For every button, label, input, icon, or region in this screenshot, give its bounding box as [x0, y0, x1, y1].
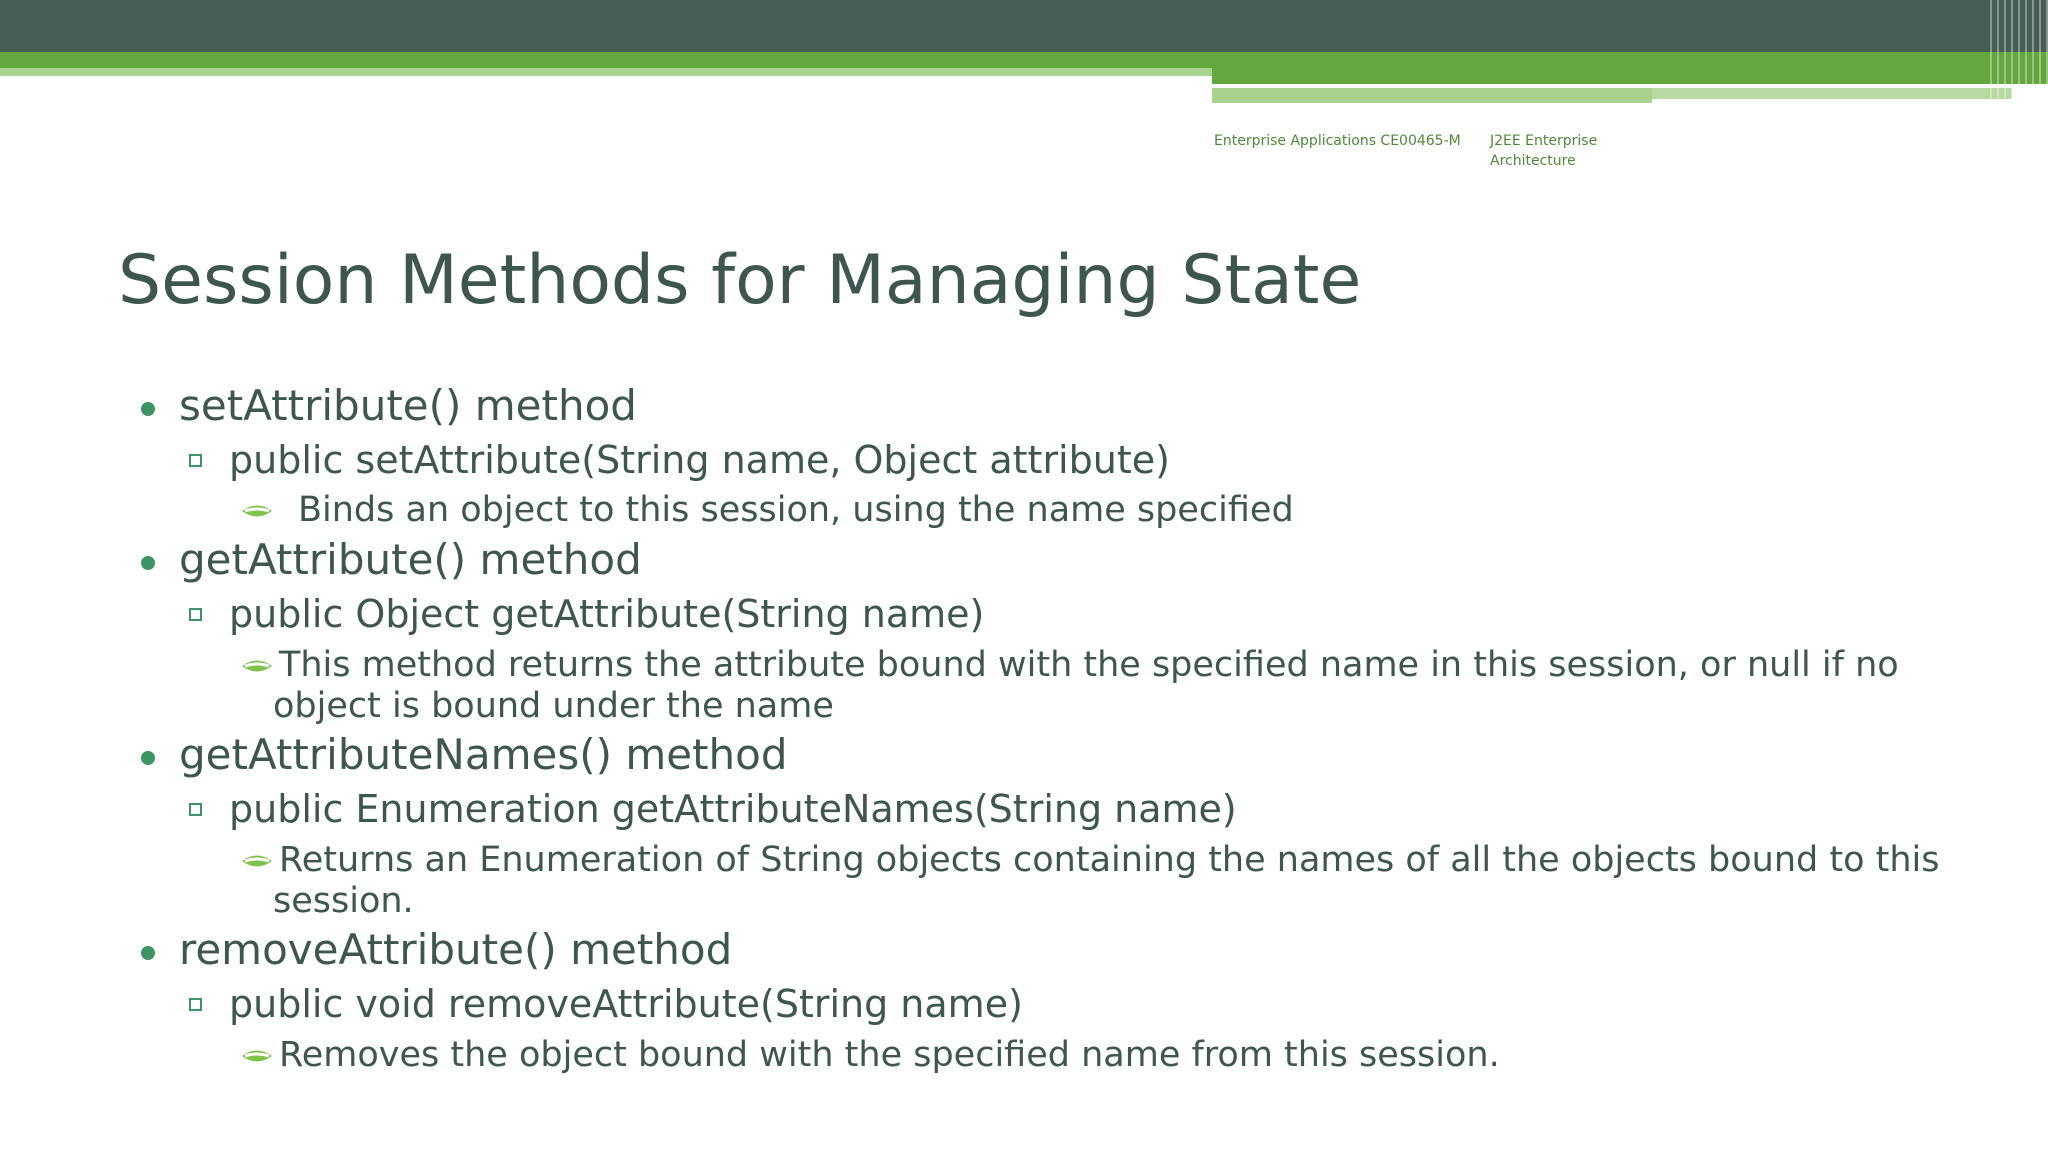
bullet-leaf-icon	[241, 1045, 273, 1067]
bullet-square-icon	[189, 803, 202, 816]
description-getattribute-line-2: object is bound under the name	[273, 686, 834, 726]
description-removeattribute: Removes the object bound with the specified name from this session.	[279, 1035, 1500, 1075]
bullet-dot-icon	[141, 556, 155, 570]
description-getattribute-line-1: This method returns the attribute bound with the specified name in this session, or null if no	[279, 645, 1899, 685]
bullet-leaf-icon	[241, 655, 273, 677]
signature-getattribute: public Object getAttribute(String name)	[229, 592, 985, 636]
bullet-square-icon	[189, 454, 202, 467]
bullet-square-icon	[189, 608, 202, 621]
bullet-dot-icon	[141, 751, 155, 765]
signature-getattributenames: public Enumeration getAttributeNames(String name)	[229, 787, 1237, 831]
method-getattribute: getAttribute() method	[179, 535, 642, 584]
bullet-dot-icon	[141, 946, 155, 960]
bullet-dot-icon	[141, 402, 155, 416]
bullet-leaf-icon	[241, 500, 273, 522]
bullet-square-icon	[189, 998, 202, 1011]
method-setattribute: setAttribute() method	[179, 381, 637, 430]
method-getattributenames: getAttributeNames() method	[179, 730, 788, 779]
description-getattributenames-line-1: Returns an Enumeration of String objects containing the names of all the objects bound to this	[279, 840, 1940, 880]
header-module-line-1: J2EE Enterprise	[1490, 133, 1598, 149]
bullet-leaf-icon	[241, 850, 273, 872]
signature-setattribute: public setAttribute(String name, Object attribute)	[229, 438, 1170, 482]
header-module-line-2: Architecture	[1490, 153, 1576, 169]
description-setattribute: Binds an object to this session, using the name specified	[298, 490, 1294, 530]
signature-removeattribute: public void removeAttribute(String name)	[229, 982, 1023, 1026]
slide-title: Session Methods for Managing State	[118, 241, 1362, 320]
description-getattributenames-line-2: session.	[273, 881, 414, 921]
header-course: Enterprise Applications CE00465-M	[1214, 133, 1461, 149]
method-removeattribute: removeAttribute() method	[179, 925, 733, 974]
